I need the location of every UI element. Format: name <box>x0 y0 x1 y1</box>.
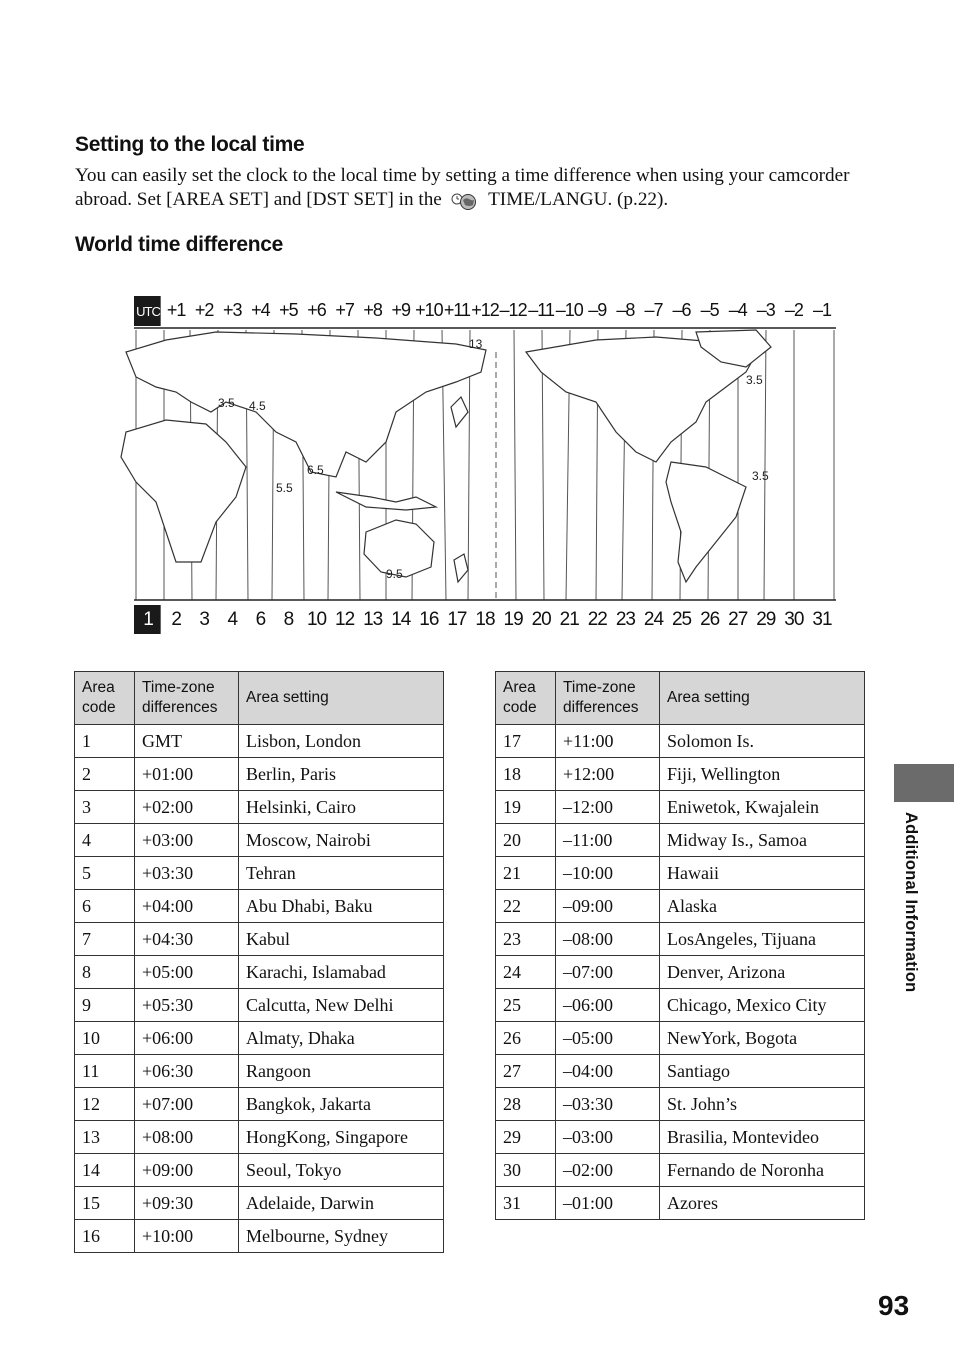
section-heading-local-time: Setting to the local time <box>75 133 305 156</box>
cell-area-setting: Fiji, Wellington <box>660 758 865 791</box>
area-code-label: 20 <box>531 609 551 630</box>
header-area-setting: Area setting <box>660 672 865 725</box>
cell-area-setting: NewYork, Bogota <box>660 1022 865 1055</box>
cell-area-setting: Kabul <box>239 923 444 956</box>
area-code-label: 21 <box>559 609 579 630</box>
utc-offset-label: –1 <box>812 300 831 320</box>
cell-time-zone: –10:00 <box>556 857 660 890</box>
cell-area-setting: Denver, Arizona <box>660 956 865 989</box>
cell-time-zone: +01:00 <box>135 758 239 791</box>
side-section-label <box>896 812 920 1012</box>
table-row <box>496 1022 865 1055</box>
area-code-label: 27 <box>728 609 748 630</box>
cell-time-zone: +08:00 <box>135 1121 239 1154</box>
intro-paragraph <box>75 164 865 212</box>
cell-time-zone: –09:00 <box>556 890 660 923</box>
table-row <box>75 1187 444 1220</box>
area-code-label: 1 <box>143 609 153 630</box>
cell-area-setting: Azores <box>660 1187 865 1220</box>
section-heading-world-time: World time difference <box>75 233 284 256</box>
cell-area-setting: Berlin, Paris <box>239 758 444 791</box>
cell-area-setting: Tehran <box>239 857 444 890</box>
table-row <box>496 890 865 923</box>
cell-area-code: 25 <box>496 989 556 1022</box>
area-code-label: 2 <box>171 609 181 630</box>
area-code-label: 26 <box>700 609 720 630</box>
cell-area-code: 28 <box>496 1088 556 1121</box>
utc-offset-label: –4 <box>728 300 747 320</box>
cell-area-setting: Solomon Is. <box>660 725 865 758</box>
area-code-label: 12 <box>335 609 355 630</box>
table-row <box>496 824 865 857</box>
table-row <box>496 1121 865 1154</box>
area-code-label: 3 <box>199 609 209 630</box>
cell-area-setting: HongKong, Singapore <box>239 1121 444 1154</box>
cell-area-setting: Seoul, Tokyo <box>239 1154 444 1187</box>
utc-offset-label: –3 <box>756 300 775 320</box>
cell-area-code: 8 <box>75 956 135 989</box>
table-row <box>75 1088 444 1121</box>
area-code-label: 14 <box>391 609 411 630</box>
cell-area-setting: Bangkok, Jakarta <box>239 1088 444 1121</box>
cell-time-zone: –03:30 <box>556 1088 660 1121</box>
cell-area-code: 13 <box>75 1121 135 1154</box>
cell-area-code: 10 <box>75 1022 135 1055</box>
table-row <box>75 758 444 791</box>
table-row <box>496 1088 865 1121</box>
cell-area-code: 15 <box>75 1187 135 1220</box>
area-code-label: 6 <box>255 609 266 630</box>
cell-time-zone: –06:00 <box>556 989 660 1022</box>
cell-area-setting: Lisbon, London <box>239 725 444 758</box>
utc-offset-label: –2 <box>784 300 803 320</box>
cell-area-setting: Chicago, Mexico City <box>660 989 865 1022</box>
cell-area-code: 9 <box>75 989 135 1022</box>
utc-offset-label: +11 <box>443 300 471 320</box>
utc-offset-label: +5 <box>279 300 298 320</box>
cell-area-code: 29 <box>496 1121 556 1154</box>
table-row <box>496 1055 865 1088</box>
area-code-label: 17 <box>447 609 467 630</box>
cell-time-zone: GMT <box>135 725 239 758</box>
area-code-label: 29 <box>756 609 776 630</box>
side-section-label-text: Additional Information <box>902 812 920 993</box>
cell-area-code: 11 <box>75 1055 135 1088</box>
cell-area-setting: Hawaii <box>660 857 865 890</box>
cell-area-code: 4 <box>75 824 135 857</box>
cell-area-setting: Adelaide, Darwin <box>239 1187 444 1220</box>
section-tab-marker <box>894 764 954 802</box>
cell-area-code: 5 <box>75 857 135 890</box>
utc-offset-label: +12 <box>471 300 499 320</box>
cell-area-setting: Fernando de Noronha <box>660 1154 865 1187</box>
cell-time-zone: +06:30 <box>135 1055 239 1088</box>
cell-area-setting: Brasilia, Montevideo <box>660 1121 865 1154</box>
cell-time-zone: –05:00 <box>556 1022 660 1055</box>
table-row <box>75 824 444 857</box>
table-row <box>75 1022 444 1055</box>
utc-offset-label: UTC <box>136 304 160 319</box>
cell-time-zone: –02:00 <box>556 1154 660 1187</box>
annotation-3-5-south-america: 3.5 <box>752 469 769 483</box>
table-row <box>75 989 444 1022</box>
cell-area-setting: Helsinki, Cairo <box>239 791 444 824</box>
cell-area-code: 14 <box>75 1154 135 1187</box>
table-row <box>496 1187 865 1220</box>
table-row <box>75 725 444 758</box>
area-code-label: 16 <box>419 609 439 630</box>
area-code-label: 19 <box>503 609 523 630</box>
utc-offset-label: +1 <box>166 300 186 320</box>
utc-offset-label: –11 <box>528 300 555 320</box>
area-code-label: 10 <box>306 609 327 630</box>
utc-offset-label: +6 <box>307 300 326 320</box>
area-code-label: 30 <box>784 609 804 630</box>
area-code-label: 24 <box>643 609 664 630</box>
cell-area-setting: Moscow, Nairobi <box>239 824 444 857</box>
annotation-4-5-afghanistan: 4.5 <box>249 399 266 413</box>
cell-time-zone: +05:30 <box>135 989 239 1022</box>
time-langu-menu-icon <box>450 191 480 211</box>
table-row <box>75 1055 444 1088</box>
cell-time-zone: +11:00 <box>556 725 660 758</box>
table-row <box>496 1154 865 1187</box>
utc-offset-label: –10 <box>555 300 583 320</box>
annotation-13-tonga: 13 <box>469 337 483 351</box>
cell-area-setting: Alaska <box>660 890 865 923</box>
cell-area-code: 18 <box>496 758 556 791</box>
table-row <box>496 956 865 989</box>
area-code-label: 13 <box>363 609 383 630</box>
cell-time-zone: +12:00 <box>556 758 660 791</box>
paragraph-text-1: You can easily set the clock to the local time by setting a time difference when using your camcorder abroad. Set [AREA SET] and [DST SET] in the <box>75 165 850 210</box>
cell-area-code: 19 <box>496 791 556 824</box>
utc-offset-label: –6 <box>672 300 691 320</box>
page-number: 93 <box>878 1290 910 1321</box>
cell-time-zone: –03:00 <box>556 1121 660 1154</box>
cell-time-zone: –01:00 <box>556 1187 660 1220</box>
cell-area-setting: Rangoon <box>239 1055 444 1088</box>
utc-offset-label: –8 <box>616 300 635 320</box>
table-row <box>75 923 444 956</box>
cell-time-zone: –08:00 <box>556 923 660 956</box>
cell-area-code: 2 <box>75 758 135 791</box>
utc-offset-label: +10 <box>415 300 443 320</box>
table-row <box>496 791 865 824</box>
table-row <box>496 857 865 890</box>
utc-offset-label: +7 <box>335 300 354 320</box>
table-row <box>75 857 444 890</box>
table-row <box>496 758 865 791</box>
cell-area-setting: Melbourne, Sydney <box>239 1220 444 1253</box>
annotation-5-5-india: 5.5 <box>276 481 293 495</box>
header-area-code: Area code <box>75 672 135 725</box>
utc-offset-label: –7 <box>644 300 663 320</box>
cell-area-code: 1 <box>75 725 135 758</box>
cell-area-setting: Santiago <box>660 1055 865 1088</box>
cell-time-zone: –11:00 <box>556 824 660 857</box>
cell-area-code: 24 <box>496 956 556 989</box>
cell-time-zone: +09:30 <box>135 1187 239 1220</box>
cell-area-code: 17 <box>496 725 556 758</box>
header-time-zone: Time-zone differences <box>556 672 660 725</box>
annotation-6-5-myanmar: 6.5 <box>307 463 324 477</box>
area-table-right <box>495 671 865 1220</box>
cell-area-code: 27 <box>496 1055 556 1088</box>
area-code-label: 4 <box>227 609 238 630</box>
south-america-landmass <box>666 462 746 582</box>
africa-landmass <box>121 420 246 562</box>
cell-time-zone: +10:00 <box>135 1220 239 1253</box>
cell-area-setting: Midway Is., Samoa <box>660 824 865 857</box>
area-code-label: 8 <box>283 609 294 630</box>
cell-time-zone: +04:30 <box>135 923 239 956</box>
cell-area-code: 23 <box>496 923 556 956</box>
header-area-setting: Area setting <box>239 672 444 725</box>
cell-time-zone: +07:00 <box>135 1088 239 1121</box>
cell-time-zone: +09:00 <box>135 1154 239 1187</box>
area-code-label: 25 <box>671 609 692 630</box>
utc-offset-label: –5 <box>700 300 719 320</box>
header-time-zone: Time-zone differences <box>135 672 239 725</box>
annotation-3-5-newfoundland: 3.5 <box>746 373 763 387</box>
area-code-label: 31 <box>812 609 832 630</box>
cell-area-setting: Calcutta, New Delhi <box>239 989 444 1022</box>
cell-area-setting: Karachi, Islamabad <box>239 956 444 989</box>
cell-area-code: 3 <box>75 791 135 824</box>
cell-area-code: 16 <box>75 1220 135 1253</box>
japan-islands <box>451 397 468 427</box>
world-time-zone-map <box>96 292 840 634</box>
cell-area-code: 6 <box>75 890 135 923</box>
annotation-3-5-iran: 3.5 <box>218 396 235 410</box>
table-row <box>75 1121 444 1154</box>
cell-area-setting: Almaty, Dhaka <box>239 1022 444 1055</box>
header-area-code: Area code <box>496 672 556 725</box>
cell-area-setting: LosAngeles, Tijuana <box>660 923 865 956</box>
table-row <box>75 1220 444 1253</box>
utc-offset-label: –12 <box>499 300 527 320</box>
cell-area-code: 7 <box>75 923 135 956</box>
cell-area-code: 20 <box>496 824 556 857</box>
cell-time-zone: +03:00 <box>135 824 239 857</box>
area-table-left <box>74 671 444 1253</box>
cell-area-code: 31 <box>496 1187 556 1220</box>
cell-area-code: 22 <box>496 890 556 923</box>
new-zealand-islands <box>454 554 468 582</box>
utc-offset-label: +9 <box>391 300 411 320</box>
cell-time-zone: +04:00 <box>135 890 239 923</box>
utc-offset-label: +4 <box>251 300 270 320</box>
cell-area-code: 21 <box>496 857 556 890</box>
cell-area-setting: Eniwetok, Kwajalein <box>660 791 865 824</box>
table-row <box>75 890 444 923</box>
cell-area-code: 30 <box>496 1154 556 1187</box>
table-header-row <box>496 672 865 725</box>
utc-offset-label: +8 <box>363 300 382 320</box>
cell-time-zone: –07:00 <box>556 956 660 989</box>
area-code-label: 18 <box>475 609 495 630</box>
cell-time-zone: +06:00 <box>135 1022 239 1055</box>
cell-area-code: 12 <box>75 1088 135 1121</box>
table-row <box>75 791 444 824</box>
utc-offset-label: +2 <box>194 300 214 320</box>
utc-offset-label: +3 <box>223 300 242 320</box>
paragraph-text-2: TIME/LANGU. (p.22). <box>488 189 669 210</box>
table-row <box>75 956 444 989</box>
cell-area-code: 26 <box>496 1022 556 1055</box>
cell-time-zone: –12:00 <box>556 791 660 824</box>
table-row <box>496 923 865 956</box>
annotation-9-5-australia: 9.5 <box>386 567 403 581</box>
cell-area-setting: St. John’s <box>660 1088 865 1121</box>
area-code-label: 23 <box>615 609 635 630</box>
cell-time-zone: +05:00 <box>135 956 239 989</box>
table-row <box>496 725 865 758</box>
utc-offset-label: –9 <box>588 300 607 320</box>
cell-time-zone: +02:00 <box>135 791 239 824</box>
cell-area-setting: Abu Dhabi, Baku <box>239 890 444 923</box>
table-header-row <box>75 672 444 725</box>
table-row <box>496 989 865 1022</box>
area-code-label: 22 <box>587 609 607 630</box>
cell-time-zone: –04:00 <box>556 1055 660 1088</box>
cell-time-zone: +03:30 <box>135 857 239 890</box>
table-row <box>75 1154 444 1187</box>
